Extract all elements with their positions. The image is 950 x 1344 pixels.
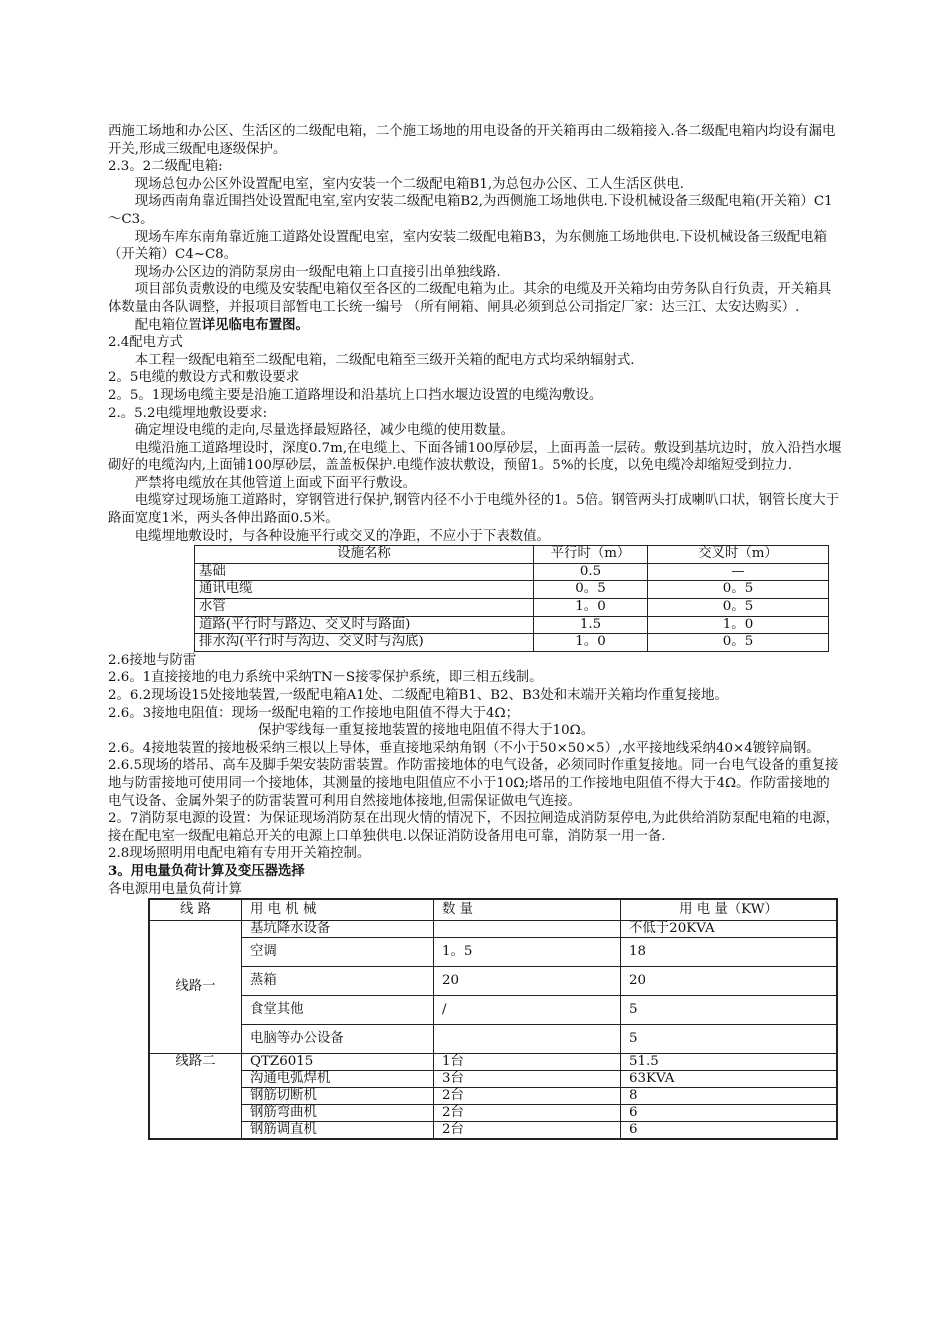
paragraph: 2。6.2现场设15处接地装置,一级配电箱A1处、二级配电箱B1、B2、B3处和末端开关箱均作重复接地。: [108, 688, 728, 703]
section-heading: 2.6接地与防雷: [108, 652, 197, 668]
paragraph: 电缆沿施工道路埋设时，深度0.7m,在电缆上、下面各铺100厚砂层，上面再盖一层砖。敷设到基坑边时，放入沿挡水堰砌好的电缆沟内,上面铺100厚砂层，盖盖板保护.电缆作波状敷设，预留1。5%的长度，以免电缆冷却缩短受到拉力.: [108, 440, 842, 474]
table-row: [195, 616, 829, 634]
table-cell: 3台: [434, 1071, 621, 1088]
table-cell: 0。5: [534, 581, 648, 599]
paragraph: 2.6。4接地装置的接地极采纳三根以上导体，垂直接地采纳角钢（不小于50×50×5）,水平接地线采纳40×4镀锌扁钢。: [108, 740, 820, 756]
table-cell: —: [648, 563, 829, 581]
paragraph: 西施工场地和办公区、生活区的二级配电箱，二个施工场地的用电设备的开关箱再由二级箱接入.各二级配电箱内均设有漏电开关,形成三级配电逐级保护。: [108, 124, 836, 157]
table-cell: 钢筋切断机: [242, 1088, 434, 1105]
paragraph: 现场车库东南角靠近施工道路处设置配电室，室内安装二级配电箱B3，为东侧施工场地供电.下设机械设备三级配电箱（开关箱）C4~C8。: [108, 229, 827, 263]
section-heading: 2.。5.2电缆埋地敷设要求:: [108, 405, 268, 421]
table-caption: 各电源用电量负荷计算: [108, 881, 242, 897]
table-cell: 钢筋调直机: [242, 1122, 434, 1140]
paragraph: 2.8现场照明用电配电箱有专用开关箱控制。: [108, 846, 371, 862]
paragraph: 现场西南角靠近围挡处设置配电室,室内安装二级配电箱B2,为西侧施工场地供电.下设机械设备三级配电箱(开关箱）C1～C3。: [108, 194, 833, 227]
table-header: 平行时（m）: [534, 546, 648, 564]
table-cell: /: [434, 996, 621, 1025]
table-cell: [434, 1025, 621, 1054]
table-cell: 51.5: [621, 1054, 838, 1071]
table-cell: 1。0: [648, 616, 829, 634]
table-row: [149, 967, 837, 996]
paragraph: 电缆埋地敷设时，与各种设施平行或交叉的净距，不应小于下表数值。: [134, 528, 550, 544]
table-cell: 排水沟(平行时与沟边、交叉时与沟底): [195, 634, 534, 652]
paragraph: 现场办公区边的消防泵房由一级配电箱上口直接引出单独线路.: [134, 264, 501, 280]
layout-reference: 详见临电布置图。: [201, 316, 309, 333]
table-header: 设施名称: [195, 546, 534, 564]
paragraph: 本工程一级配电箱至二级配电箱，二级配电箱至三级开关箱的配电方式均采纳辐射式.: [134, 352, 635, 368]
document-page: [108, 123, 843, 1140]
table-cell: 2台: [434, 1122, 621, 1140]
section-heading: 2.3。2二级配电箱:: [108, 159, 223, 175]
table-cell: 2台: [434, 1105, 621, 1122]
table-row: [149, 1105, 837, 1122]
table-cell: 8: [621, 1088, 838, 1105]
paragraph: 现场总包办公区外设置配电室，室内安装一个二级配电箱B1,为总包办公区、工人生活区供电.: [134, 176, 684, 192]
row-group-label: 线路一: [149, 921, 242, 1054]
table-row: [149, 1122, 837, 1140]
table-row: [149, 1054, 837, 1071]
table-cell: 电脑等办公设备: [242, 1025, 434, 1054]
table-cell: 0。5: [648, 634, 829, 652]
table-cell: 2台: [434, 1088, 621, 1105]
table-cell: 沟通电弧焊机: [242, 1071, 434, 1088]
table-cell: 0。5: [648, 599, 829, 617]
table-cell: QTZ6015: [242, 1054, 434, 1071]
section-heading: 2。5电缆的敷设方式和敷设要求: [108, 370, 300, 386]
section-heading: 2.4配电方式: [108, 335, 183, 351]
row-group-label: 线路二: [149, 1054, 242, 1140]
table-row: [149, 996, 837, 1025]
paragraph: [108, 317, 843, 335]
table-header-row: [149, 899, 837, 921]
table-cell: 空调: [242, 938, 434, 967]
table-cell: 6: [621, 1122, 838, 1140]
table-cell: 18: [621, 938, 838, 967]
table-header: 数 量: [434, 899, 621, 921]
table-header: 用 电 机 械: [242, 899, 434, 921]
table-header-row: [195, 546, 829, 564]
table-cell: 20: [621, 967, 838, 996]
table-cell: 不低于20KVA: [621, 921, 838, 938]
table-row: [149, 1088, 837, 1105]
paragraph: 2.6。3接地电阻值：现场一级配电箱的工作接地电阻值不得大于4Ω；: [108, 705, 519, 721]
paragraph: 2.6.5现场的塔吊、高车及脚手架安装防雷装置。作防雷接地体的电气设备，必须同时作重复接地。同一台电气设备的重复接地与防雷接地可使用同一个接地体，其测量的接地电阻值应不小于10Ω;塔吊的工作接地电阻值不得大于4Ω。作防雷接地的电气设备、金属外架子的防雷装置可利用自然接地体接地,但需保证做电气连接。: [108, 758, 839, 809]
table-header: 交叉时（m）: [648, 546, 829, 564]
table-cell: 1台: [434, 1054, 621, 1071]
table-row: [149, 938, 837, 967]
table-cell: 0.5: [534, 563, 648, 581]
table-cell: 1.5: [534, 616, 648, 634]
table-cell: 1。0: [534, 599, 648, 617]
table-header: 用 电 量（KW）: [621, 899, 838, 921]
table-cell: 5: [621, 996, 838, 1025]
load-table: [148, 898, 838, 1140]
paragraph: 2.6。1直接接地的电力系统中采纳TN－S接零保护系统，即三相五线制。: [108, 670, 543, 686]
table-cell: 5: [621, 1025, 838, 1054]
table-cell: 水管: [195, 599, 534, 617]
table-row: [149, 1025, 837, 1054]
table-cell: 63KVA: [621, 1071, 838, 1088]
table-row: [195, 563, 829, 581]
table-cell: 1。0: [534, 634, 648, 652]
table-cell: 道路(平行时与路边、交叉时与路面): [195, 616, 534, 634]
table-row: [195, 581, 829, 599]
table-cell: 20: [434, 967, 621, 996]
paragraph-text: 配电箱位置: [134, 317, 202, 333]
table-header: 线 路: [149, 899, 242, 921]
section-title: 3。用电量负荷计算及变压器选择: [108, 862, 305, 879]
paragraph: 2。7消防泵电源的设置：为保证现场消防泵在出现火情的情况下，不因拉闸造成消防泵停电,为此供给消防泵配电箱的电源，接在配电室一级配电箱总开关的电源上口单独供电.以保证消防设备用电可靠，消防泵一用一备.: [108, 811, 839, 844]
table-cell: 0。5: [648, 581, 829, 599]
table-cell: 6: [621, 1105, 838, 1122]
table-cell: 通讯电缆: [195, 581, 534, 599]
table-cell: [434, 921, 621, 938]
table-cell: 基坑降水设备: [242, 921, 434, 938]
table-row: [195, 599, 829, 617]
table-cell: 基础: [195, 563, 534, 581]
table-cell: 钢筋弯曲机: [242, 1105, 434, 1122]
paragraph: 保护零线每一重复接地装置的接地电阻值不得大于10Ω。: [258, 723, 595, 739]
table-cell: 蒸箱: [242, 967, 434, 996]
table-row: [195, 634, 829, 652]
table-cell: 食堂其他: [242, 996, 434, 1025]
table-row: [149, 921, 837, 938]
paragraph: 项目部负责敷设的电缆及安装配电箱仅至各区的二级配电箱为止。其余的电缆及开关箱均由劳务队自行负责，开关箱具体数量由各队调整，并报项目部暂电工长统一编号 （所有闸箱、闸具必须到总公司指定厂家：达三江、太安达购买）.: [108, 282, 832, 315]
clearance-table: [194, 545, 829, 652]
paragraph: 严禁将电缆放在其他管道上面或下面平行敷设。: [134, 475, 416, 491]
paragraph: 2。5。1现场电缆主要是沿施工道路埋设和沿基坑上口挡水堰边设置的电缆沟敷设。: [108, 387, 603, 403]
paragraph: 确定埋设电缆的走向,尽量选择最短路径，减少电缆的使用数量。: [134, 423, 514, 439]
paragraph: 电缆穿过现场施工道路时，穿钢管进行保护,钢管内径不小于电缆外径的1。5倍。钢管两头打成喇叭口状，钢管长度大于路面宽度1米，两头各伸出路面0.5米。: [108, 493, 840, 527]
table-cell: 1。5: [434, 938, 621, 967]
table-row: [149, 1071, 837, 1088]
